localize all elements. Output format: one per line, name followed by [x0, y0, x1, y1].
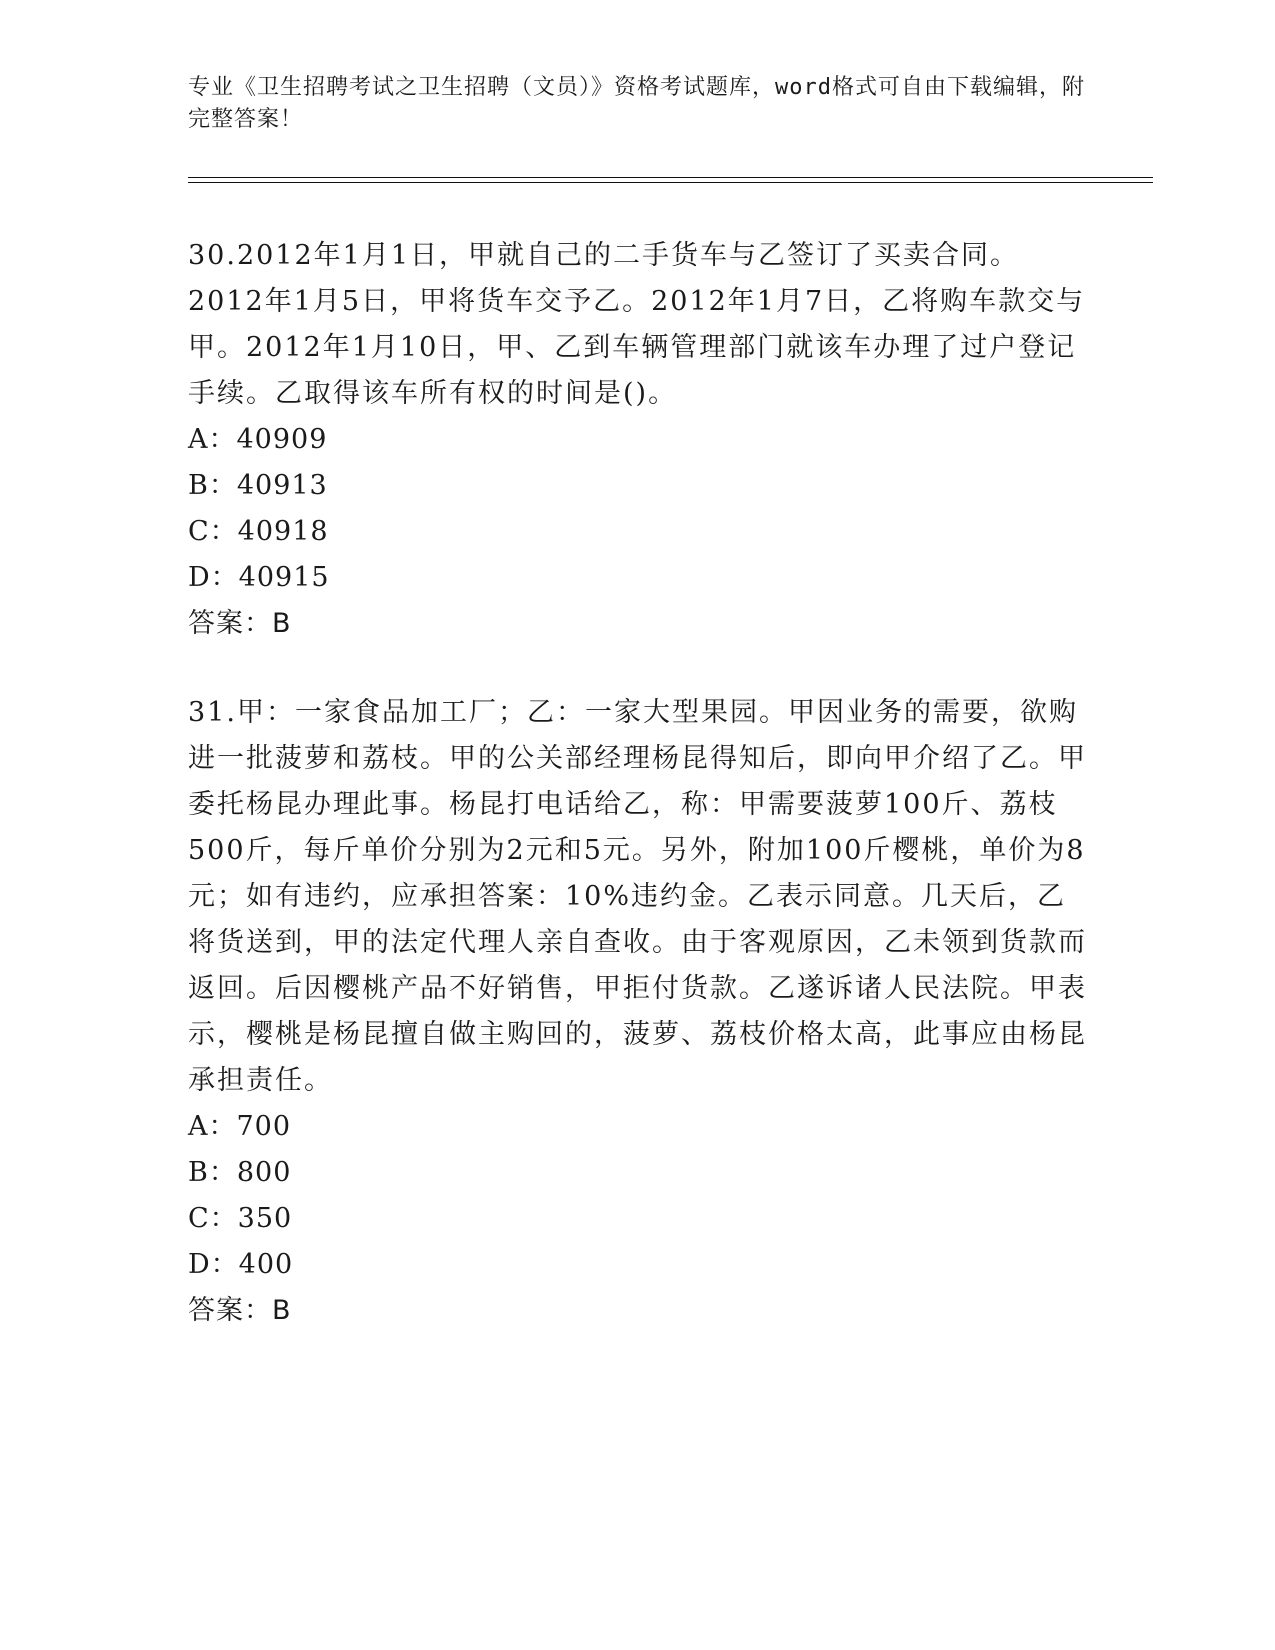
option-list: [188, 1104, 1088, 1288]
option-label: C：: [188, 1203, 238, 1234]
option-label: D：: [188, 1249, 239, 1280]
option-value: 400: [238, 1249, 294, 1280]
option-a: [188, 417, 1088, 463]
option-d: [188, 555, 1088, 601]
option-label: D：: [188, 562, 239, 593]
option-a: [188, 1104, 1088, 1150]
option-label: A：: [188, 1111, 237, 1142]
option-b: [188, 463, 1088, 509]
option-list: [188, 417, 1088, 601]
option-label: C：: [188, 516, 238, 547]
option-c: [188, 1196, 1088, 1242]
answer-line: 答案：B: [188, 1295, 292, 1326]
option-label: B：: [188, 470, 237, 501]
option-d: [188, 1242, 1088, 1288]
question-stem: 30.2012年1月1日，甲就自己的二手货车与乙签订了买卖合同。2012年1月5日，甲将货车交予乙。2012年1月7日，乙将购车款交与甲。2012年1月10日，甲、乙到车辆管理部门就该车办理了过户登记手续。乙取得该车所有权的时间是()。: [188, 240, 1086, 409]
option-label: B：: [188, 1157, 237, 1188]
document-header: 专业《卫生招聘考试之卫生招聘（文员）》资格考试题库，word格式可自由下载编辑，附完整答案！: [188, 75, 1085, 132]
option-value: 40913: [236, 470, 328, 501]
option-label: A：: [188, 424, 237, 455]
option-value: 40918: [237, 516, 329, 547]
question-30: [188, 233, 1088, 647]
question-31: [188, 690, 1088, 1334]
option-value: 40909: [236, 424, 328, 455]
answer-line: 答案：B: [188, 608, 292, 639]
option-value: 40915: [238, 562, 330, 593]
header-rule-top: [188, 177, 1153, 178]
question-stem: 31.甲：一家食品加工厂；乙：一家大型果园。甲因业务的需要，欲购进一批菠萝和荔枝。甲的公关部经理杨昆得知后，即向甲介绍了乙。甲委托杨昆办理此事。杨昆打电话给乙，称：甲需要菠萝100斤、荔枝500斤，每斤单价分别为2元和5元。另外，附加100斤樱桃，单价为8元；如有违约，应承担答案：10%违约金。乙表示同意。几天后，乙将货送到，甲的法定代理人亲自查收。由于客观原因，乙未领到货款而返回。后因樱桃产品不好销售，甲拒付货款。乙遂诉诸人民法院。甲表示，樱桃是杨昆擅自做主购回的，菠萝、荔枝价格太高，此事应由杨昆承担责任。: [188, 697, 1087, 1096]
option-c: [188, 509, 1088, 555]
option-value: 800: [236, 1157, 292, 1188]
option-value: 700: [236, 1111, 292, 1142]
header-rule-bottom: [188, 182, 1153, 183]
option-b: [188, 1150, 1088, 1196]
option-value: 350: [237, 1203, 293, 1234]
